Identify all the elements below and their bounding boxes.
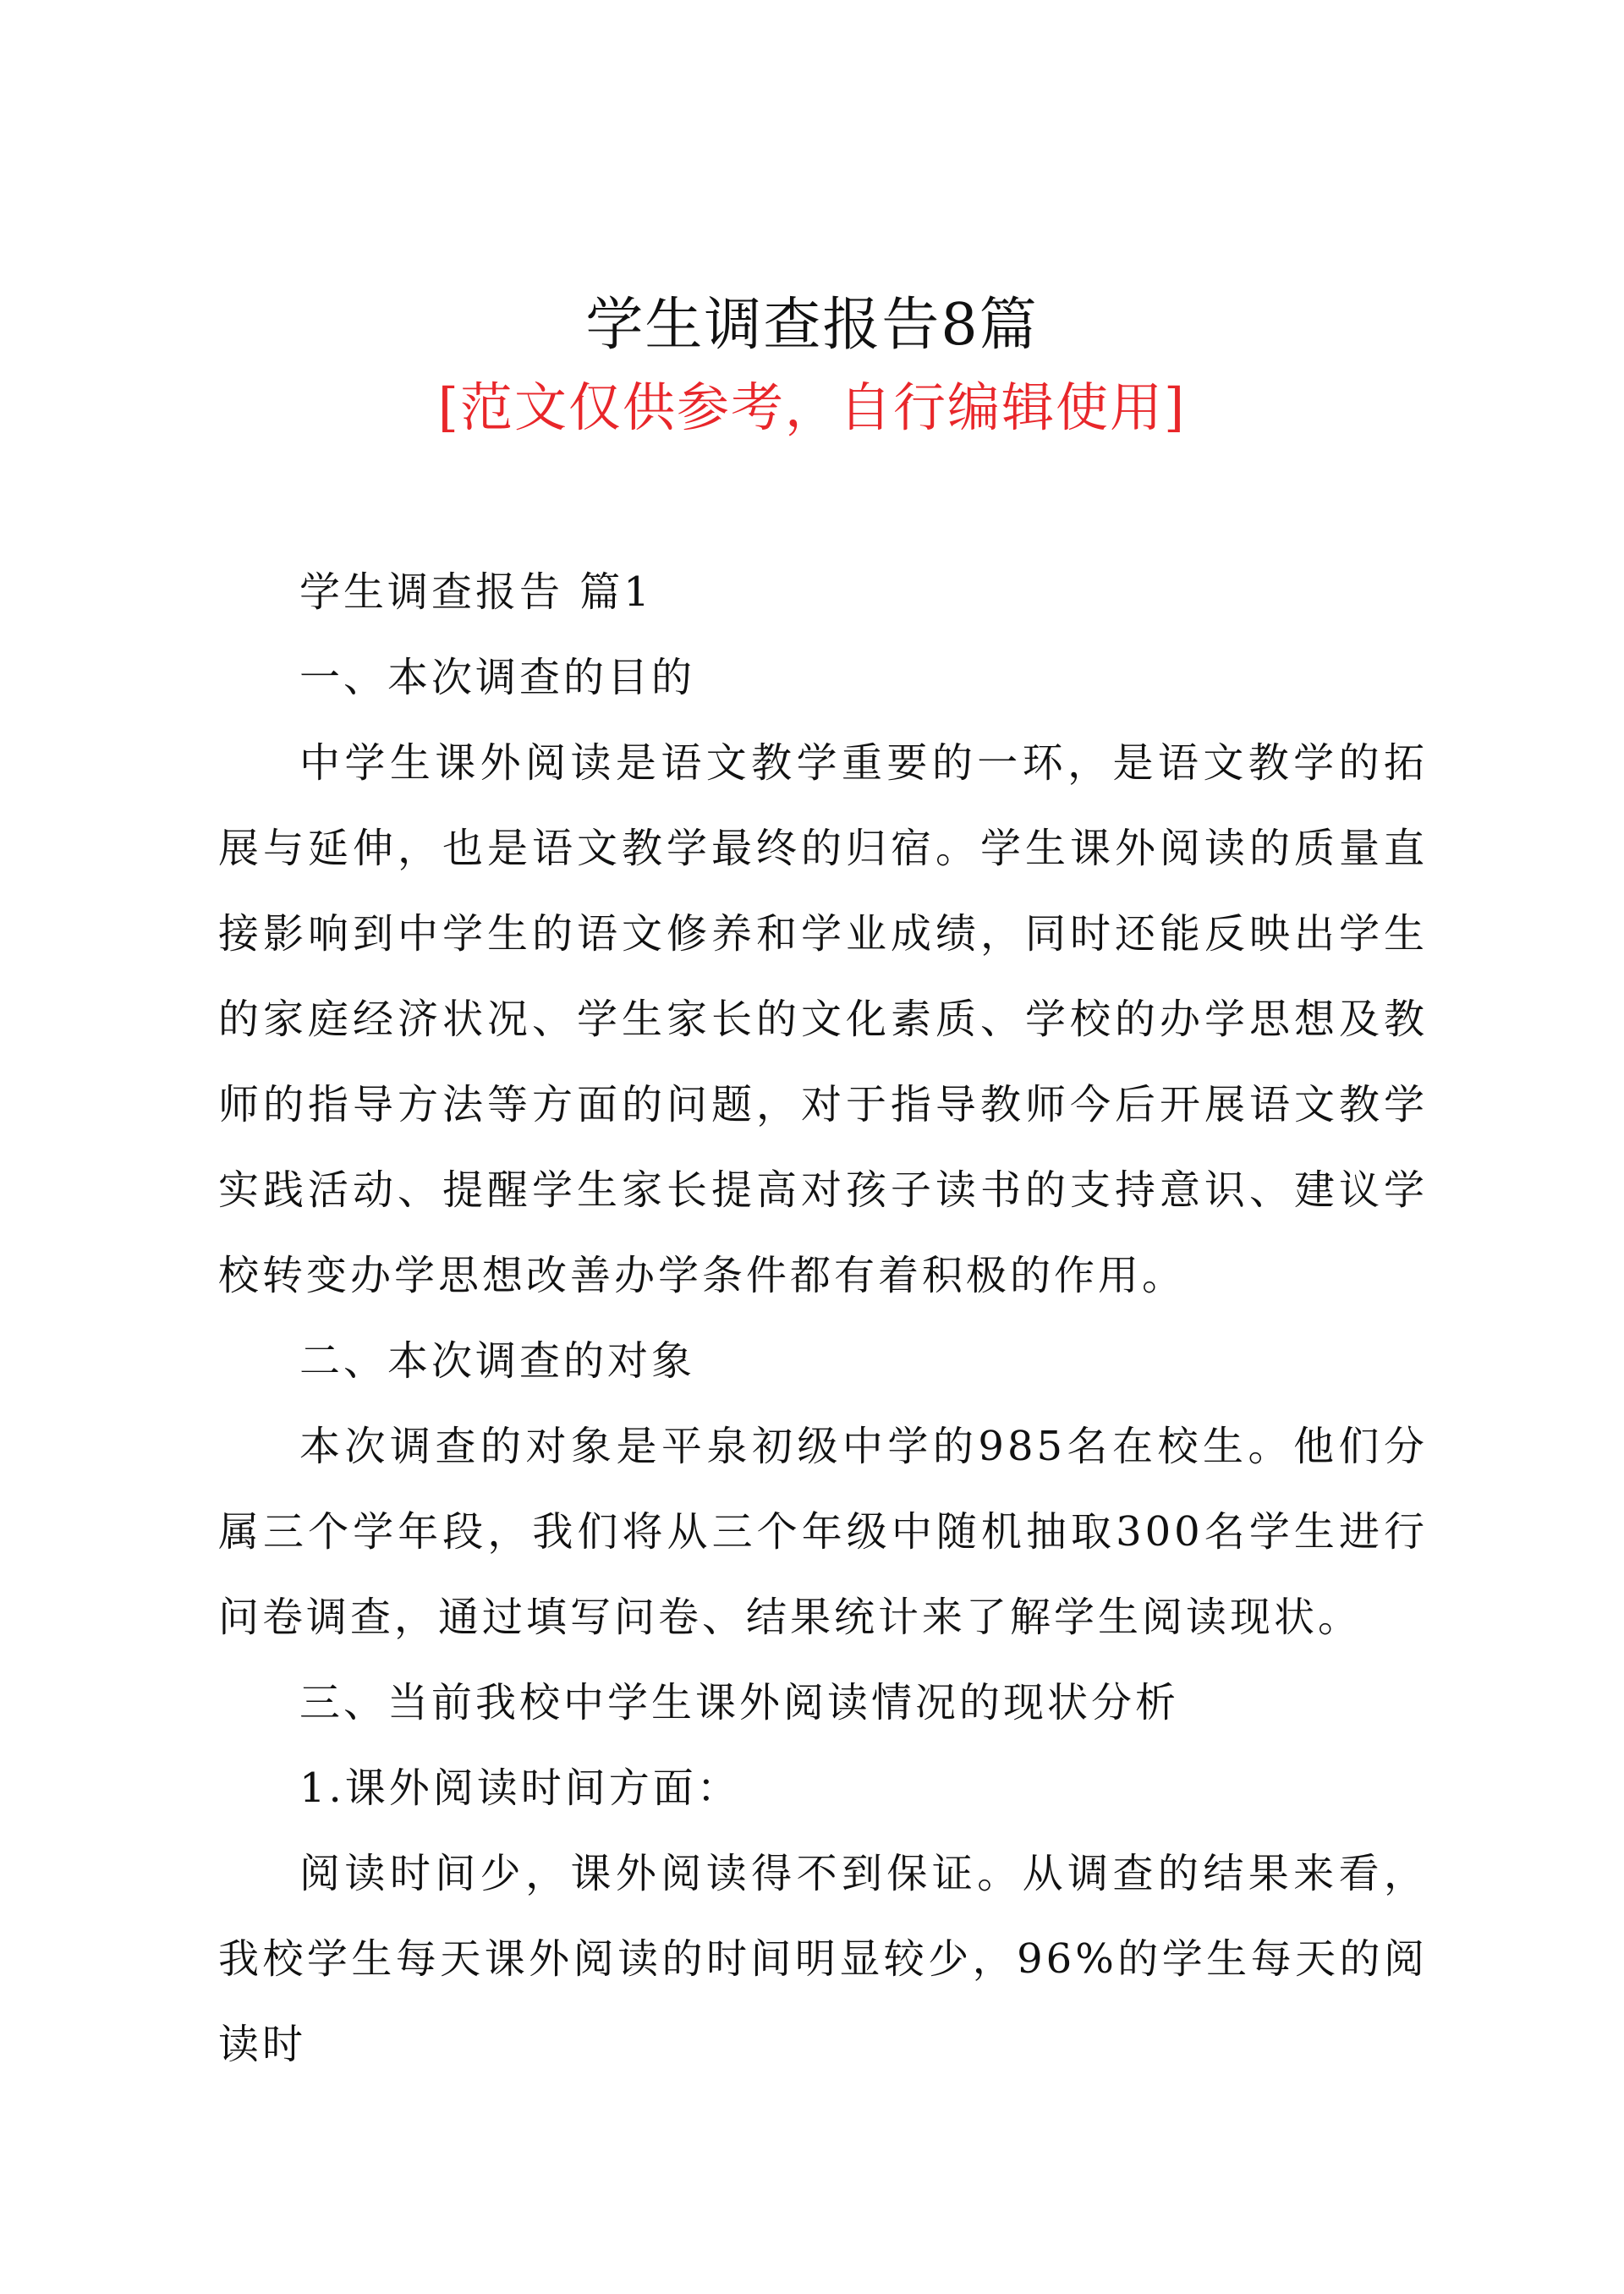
- body-paragraph: 本次调查的对象是平泉初级中学的985名在校生。他们分属三个学年段，我们将从三个年级中随机抽取300名学生进行问卷调查，通过填写问卷、结果统计来了解学生阅读现状。: [218, 1423, 1428, 1641]
- body-paragraph: 阅读时间少，课外阅读得不到保证。从调查的结果来看，我校学生每天课外阅读的时间明显较少，96%的学生每天的阅读时: [218, 1850, 1428, 2068]
- section-heading: 三、当前我校中学生课外阅读情况的现状分析: [299, 1679, 1180, 1726]
- document-subtitle: [范文仅供参考，自行编辑使用]: [437, 376, 1187, 438]
- section-heading: 学生调查报告 篇1: [299, 568, 653, 616]
- body-paragraph: 中学生课外阅读是语文教学重要的一环，是语文教学的拓展与延伸，也是语文教学最终的归宿。学生课外阅读的质量直接影响到中学生的语文修养和学业成绩，同时还能反映出学生的家庭经济状况、学生家长的文化素质、学校的办学思想及教师的指导方法等方面的问题，对于指导教师今后开展语文教学实践活动、提醒学生家长提高对孩子读书的支持意识、建议学校转变办学思想改善办学条件都有着积极的作用。: [218, 739, 1428, 1299]
- sub-heading: 1.课外阅读时间方面：: [299, 1764, 741, 1812]
- section-heading: 二、本次调查的对象: [299, 1337, 696, 1385]
- document-title: 学生调查报告8篇: [585, 292, 1039, 359]
- section-heading: 一、本次调查的目的: [299, 654, 696, 701]
- document-body: [218, 550, 1428, 2088]
